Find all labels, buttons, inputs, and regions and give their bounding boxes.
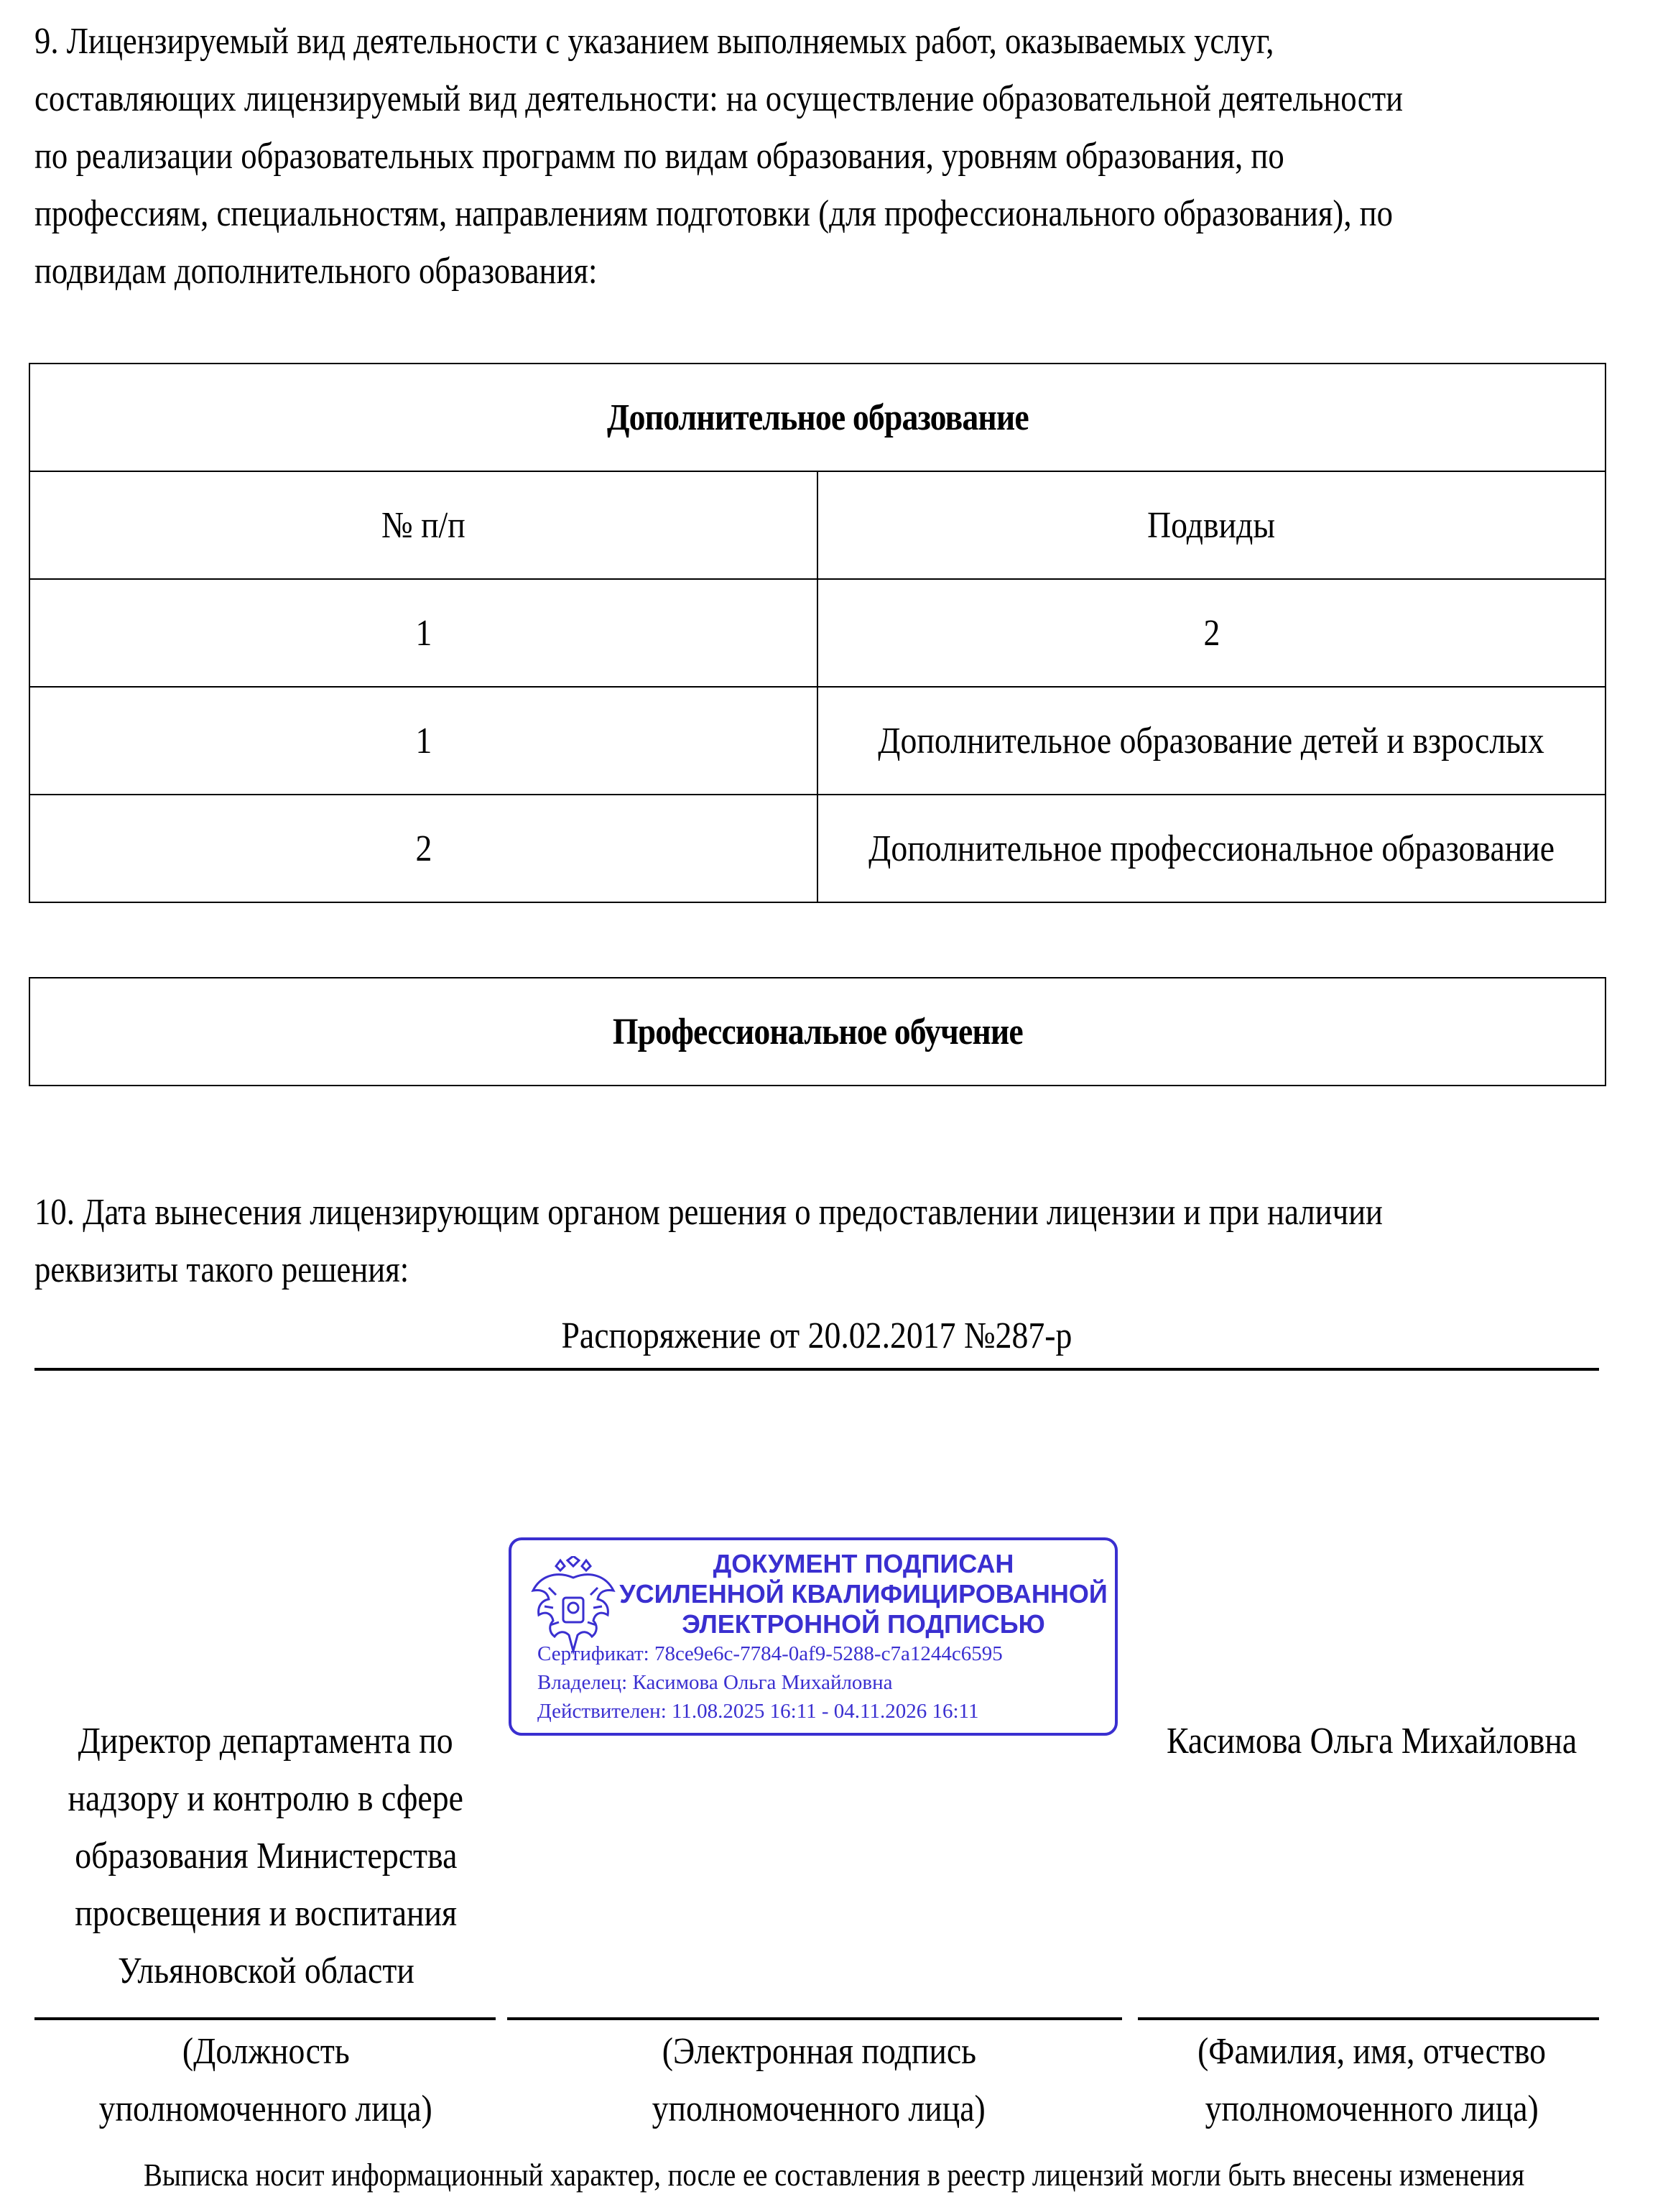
decision-underline	[34, 1368, 1599, 1371]
stamp-certificate: Сертификат: 78ce9e6c-7784-0af9-5288-c7a1244c6595	[537, 1642, 1003, 1665]
caption-position: (Должность уполномоченного лица)	[98, 2031, 433, 2129]
item-9-line: по реализации образовательных программ по видам образования, уровням образования, по	[34, 136, 1284, 177]
item-10-line: 10. Дата вынесения лицензирующим органом решения о предоставлении лицензии и при наличии	[34, 1192, 1383, 1233]
item-10-paragraph	[34, 1184, 1616, 1299]
additional-education-table	[29, 363, 1606, 903]
decision-details: Распоряжение от 20.02.2017 №287-р	[561, 1315, 1072, 1356]
stamp-owner: Владелец: Касимова Ольга Михайловна	[537, 1671, 893, 1694]
item-9-line: 9. Лицензируемый вид деятельности с указанием выполняемых работ, оказываемых услуг,	[34, 21, 1274, 62]
stamp-validity: Действителен: 11.08.2025 16:11 - 04.11.2026 16:11	[537, 1700, 979, 1723]
caption-signature: (Электронная подпись уполномоченного лица)	[652, 2031, 986, 2129]
signer-name: Касимова Ольга Михайловна	[1167, 1721, 1577, 1762]
item-9-line: составляющих лицензируемый вид деятельности: на осуществление образовательной деятельности	[34, 78, 1404, 119]
stamp-title-line: УСИЛЕННОЙ КВАЛИФИЦИРОВАННОЙ	[619, 1579, 1108, 1609]
item-10-line: реквизиты такого решения:	[34, 1249, 409, 1290]
table-row	[29, 687, 1606, 795]
column-header-subtypes: Подвиды	[817, 471, 1606, 579]
position-underline	[34, 2017, 496, 2020]
professional-training-table	[29, 977, 1606, 1086]
table-cell: 2	[817, 579, 1606, 687]
item-9-line: профессиям, специальностям, направлениям подготовки (для профессионального образования), по	[34, 193, 1393, 234]
column-header-number: № п/п	[29, 471, 817, 579]
table-title-row	[29, 978, 1606, 1086]
item-9-line: подвидам дополнительного образования:	[34, 251, 598, 292]
table-index-row	[29, 579, 1606, 687]
stamp-title-line: ЭЛЕКТРОННОЙ ПОДПИСЬЮ	[682, 1609, 1045, 1639]
table-cell: Дополнительное профессиональное образование	[817, 795, 1606, 902]
table-title-row	[29, 364, 1606, 471]
footer-note: Выписка носит информационный характер, после ее составления в реестр лицензий могли быть внесены изменения	[143, 2157, 1525, 2193]
signature-underline	[507, 2017, 1122, 2020]
table-cell: Дополнительное образование детей и взрослых	[817, 687, 1606, 795]
table-cell: 1	[29, 687, 817, 795]
table-cell: 1	[29, 579, 817, 687]
table-title: Профессиональное обучение	[29, 978, 1606, 1086]
table-header-row	[29, 471, 1606, 579]
table-row	[29, 795, 1606, 902]
e-signature-stamp	[509, 1537, 1118, 1736]
signer-position: Директор департамента по надзору и контролю в сфере образования Министерства просвещения и воспитания Ульяновской области	[68, 1721, 464, 1991]
table-cell: 2	[29, 795, 817, 902]
item-9-paragraph	[34, 13, 1616, 300]
table-title: Дополнительное образование	[29, 364, 1606, 471]
stamp-title-line: ДОКУМЕНТ ПОДПИСАН	[713, 1549, 1014, 1578]
caption-name: (Фамилия, имя, отчество уполномоченного лица)	[1197, 2031, 1547, 2129]
name-underline	[1138, 2017, 1599, 2020]
